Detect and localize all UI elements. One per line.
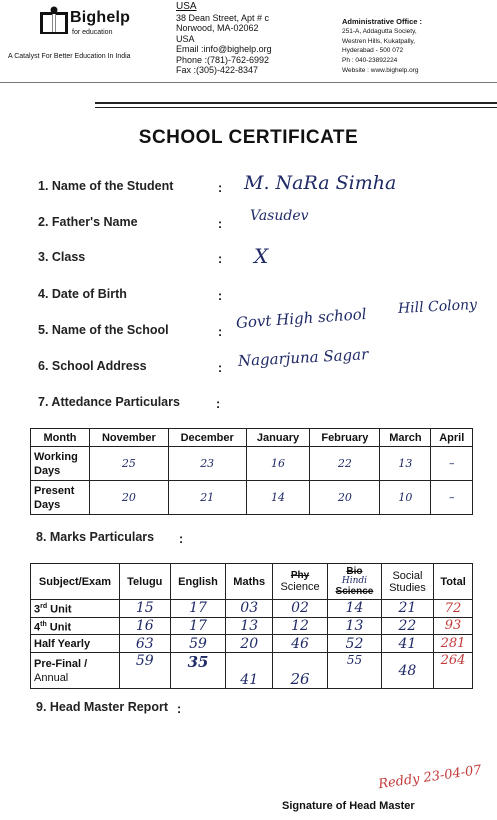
attendance-header-row [31, 429, 473, 447]
attendance-label: 7. Attedance Particulars [38, 395, 180, 409]
admin-office-block [342, 17, 492, 76]
marks-cell: 17 [170, 617, 226, 635]
marks-cell: 13 [226, 617, 272, 635]
certificate-title: SCHOOL CERTIFICATE [138, 127, 359, 148]
marks-row [31, 635, 473, 653]
working-days-cell: 22 [310, 447, 380, 481]
school-name-label: 5. Name of the School [38, 323, 169, 337]
marks-cell: 12 [272, 617, 327, 635]
present-days-cell: 21 [168, 481, 246, 515]
marks-cell: 41 [381, 635, 433, 653]
marks-header: Total [434, 564, 473, 600]
colon: : [179, 532, 184, 546]
marks-row [31, 600, 473, 618]
attendance-table [30, 428, 473, 515]
row-label-line: Days [34, 498, 61, 511]
marks-row [31, 653, 473, 689]
usa-address-line: USA [176, 33, 195, 44]
row-label-suffix: rd [40, 603, 48, 610]
attendance-header: April [431, 429, 473, 447]
row-label-text: Unit [46, 621, 72, 634]
father-name-value: Vasudev [250, 208, 309, 224]
usa-address-line: USA [176, 1, 197, 12]
marks-header [328, 564, 382, 600]
marks-cell: 14 [328, 600, 382, 618]
marks-cell: 16 [120, 617, 171, 635]
row-label [31, 617, 120, 635]
header-line: Phy [290, 570, 310, 581]
admin-address-line: 251-A, Addagutta Society, [342, 27, 417, 35]
header-line: Bio [346, 565, 363, 577]
row-label-line: Working [34, 450, 78, 463]
attendance-header: March [380, 429, 431, 447]
colon: : [216, 397, 221, 411]
usa-email: Email :info@bighelp.org [176, 44, 272, 54]
row-label-line: Present [34, 484, 75, 497]
colon: : [218, 325, 223, 339]
marks-cell: 26 [272, 653, 327, 689]
marks-header [272, 564, 327, 600]
tagline: A Catalyst For Better Education In India [8, 53, 131, 60]
marks-total-cell: 264 [434, 653, 473, 689]
marks-cell: 59 [170, 635, 226, 653]
header-line: Studies [389, 581, 426, 594]
row-label [31, 481, 90, 515]
admin-address-line: Westren Hills, Kukatpally, [342, 37, 416, 45]
signature-label: Signature of Head Master [282, 800, 415, 812]
colon: : [218, 217, 223, 231]
row-label-number: 4 [34, 621, 41, 634]
header-line: Science [280, 581, 320, 593]
marks-header [381, 564, 433, 600]
marks-cell: 46 [272, 635, 327, 653]
present-days-cell: 20 [310, 481, 380, 515]
present-days-cell: 20 [90, 481, 169, 515]
marks-row [31, 617, 473, 635]
row-label [31, 653, 120, 689]
usa-address-block [176, 2, 326, 76]
usa-address-line: Norwood, MA-02062 [176, 23, 259, 33]
marks-cell: 17 [170, 600, 226, 618]
working-days-cell: 16 [246, 447, 310, 481]
marks-cell: 03 [226, 600, 272, 618]
attendance-present-row [31, 481, 473, 515]
father-name-label: 2. Father's Name [38, 215, 138, 229]
school-address-value: Nagarjuna Sagar [237, 345, 369, 370]
colon: : [177, 702, 182, 716]
colon: : [218, 361, 223, 375]
marks-cell: 02 [272, 600, 327, 618]
student-name-value: M. NaRa Simha [244, 172, 397, 194]
marks-header: Maths [226, 564, 272, 600]
usa-fax: Fax :(305)-422-8347 [176, 65, 259, 75]
marks-total-cell: 93 [434, 617, 473, 635]
marks-cell: 22 [381, 617, 433, 635]
marks-cell: 59 [120, 653, 171, 689]
marks-cell: 13 [328, 617, 382, 635]
usa-phone: Phone :(781)-762-6992 [176, 54, 270, 65]
attendance-header: February [310, 429, 380, 447]
colon: : [218, 252, 223, 266]
header-line: Social [392, 569, 423, 582]
row-label [31, 600, 120, 618]
header-handwritten: Hindi [341, 575, 368, 586]
admin-phone: Ph : 040-23892224 [342, 57, 398, 65]
head-master-report-label: 9. Head Master Report [36, 700, 168, 714]
brand-name: Bighelp [70, 9, 131, 26]
admin-website: Website : www.bighelp.org [342, 66, 419, 74]
usa-address-line: 38 Dean Street, Apt # c [176, 12, 270, 23]
marks-cell: 21 [381, 600, 433, 618]
working-days-cell: 25 [90, 447, 169, 481]
attendance-working-row [31, 447, 473, 481]
working-days-cell: – [431, 447, 473, 481]
marks-total-cell: 281 [434, 635, 473, 653]
marks-header: Subject/Exam [31, 564, 120, 600]
working-days-cell: 13 [380, 447, 431, 481]
attendance-header: December [168, 429, 246, 447]
class-label: 3. Class [38, 250, 86, 264]
row-label: Half Yearly [31, 635, 120, 653]
row-label-line: Days [34, 464, 61, 477]
school-name-value-extra: Hill Colony [397, 296, 478, 317]
marks-table [30, 563, 473, 689]
divider [95, 107, 497, 108]
brand-subtitle: for education [72, 29, 113, 36]
attendance-header: January [246, 429, 310, 447]
marks-cell: 35 [170, 653, 226, 689]
present-days-cell: – [431, 481, 473, 515]
admin-address-line: Hyderabad - 500 072 [342, 47, 404, 55]
marks-cell: 41 [226, 653, 272, 689]
row-label-line: Annual [34, 671, 69, 684]
marks-cell: 48 [381, 653, 433, 689]
marks-cell: 63 [120, 635, 171, 653]
marks-cell: 52 [328, 635, 382, 653]
working-days-cell: 23 [168, 447, 246, 481]
row-label-number: 3 [34, 603, 41, 616]
colon: : [218, 289, 223, 303]
admin-office-heading: Administrative Office : [342, 17, 423, 26]
row-label-text: Unit [47, 603, 72, 616]
divider [95, 102, 497, 104]
marks-total-cell: 72 [434, 600, 473, 618]
present-days-cell: 14 [246, 481, 310, 515]
present-days-cell: 10 [380, 481, 431, 515]
row-label-suffix: th [40, 620, 47, 628]
head-master-signature: Reddy 23-04-07 [377, 762, 483, 793]
marks-cell: 15 [120, 600, 171, 618]
attendance-header: November [90, 429, 169, 447]
marks-header: Telugu [120, 564, 171, 600]
colon: : [218, 181, 223, 195]
row-label-line: Pre-Final / [34, 657, 88, 670]
header-line: Science [335, 585, 374, 597]
attendance-header: Month [31, 429, 90, 447]
book-logo-icon [40, 6, 68, 36]
dob-label: 4. Date of Birth [38, 287, 127, 301]
divider [0, 82, 497, 83]
student-name-label: 1. Name of the Student [38, 179, 174, 193]
marks-header: English [170, 564, 226, 600]
marks-header-row [31, 564, 473, 600]
marks-label: 8. Marks Particulars [36, 530, 155, 544]
marks-cell: 20 [226, 635, 272, 653]
row-label [31, 447, 90, 481]
class-value: X [254, 244, 269, 268]
school-name-value: Govt High school [235, 304, 368, 332]
school-address-label: 6. School Address [38, 359, 147, 373]
marks-cell: 55 [328, 653, 382, 689]
